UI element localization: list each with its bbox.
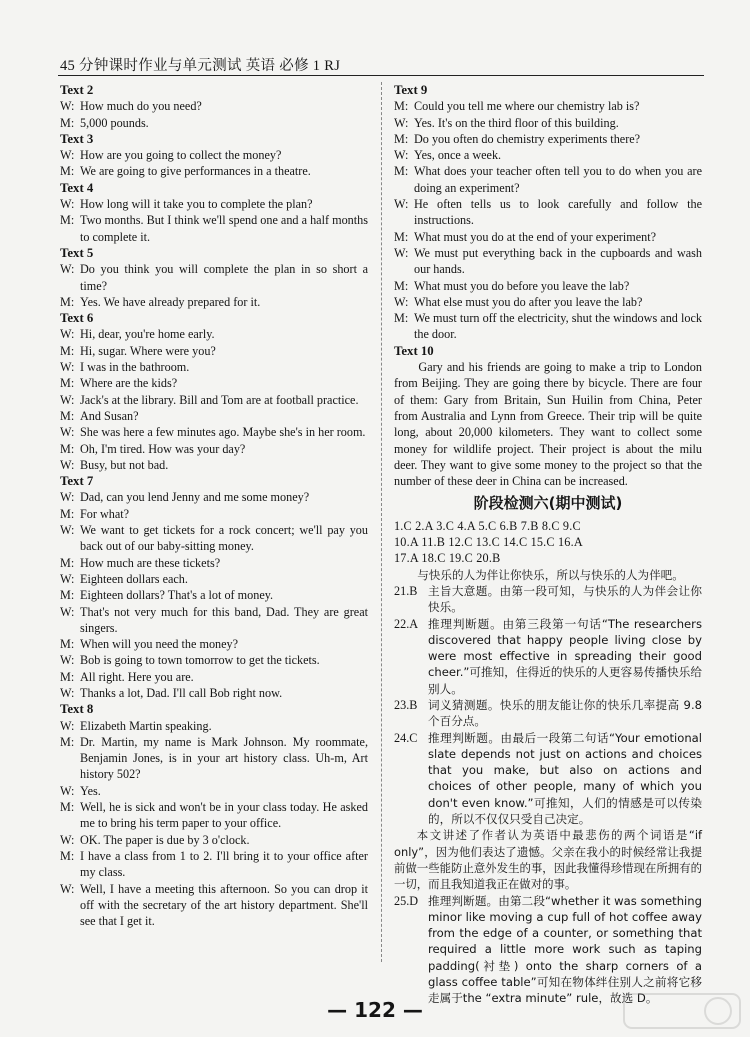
- speaker-label: M:: [60, 848, 75, 863]
- dialogue-line: [60, 522, 368, 555]
- dialogue-text: What must you do before you leave the lab?: [414, 278, 630, 293]
- dialogue-line: [60, 147, 368, 163]
- dialogue-text: How much do you need?: [80, 99, 202, 114]
- text9-dialogue: [394, 82, 702, 359]
- section-title: Text 6: [60, 311, 94, 326]
- item-text: 词义猜测题。快乐的朋友能让你的快乐几率提高 9.8 个百分点。: [428, 697, 702, 729]
- page-number: — 122 —: [327, 998, 423, 1022]
- dialogue-text: Jack's at the library. Bill and Tom are at football practice.: [80, 392, 359, 407]
- speaker-label: W:: [60, 99, 75, 114]
- section-title: Text 4: [60, 180, 94, 195]
- dialogue-text: How long will it take you to complete the plan?: [80, 197, 313, 212]
- item-text: 推理判断题。由最后一段第二句话“Your emotional slate depends not just on actions and choices that you make, but also on actions and choices of other people, many of which you don't even know.”可推知，人们的情感是可以传染的，所以不仅仅只受自己决定。: [428, 730, 702, 827]
- dialogue-text: What must you do at the end of your experiment?: [414, 229, 656, 244]
- right-column: [394, 82, 702, 1007]
- speaker-label: M:: [60, 408, 75, 423]
- dialogue-line: [60, 881, 368, 930]
- speaker-label: W:: [60, 832, 75, 847]
- text10-passage: Gary and his friends are going to make a trip to London from Beijing. They are going there by bicycle. There are four of them: Gary from Britain, Sun Huilin from China, Peter from Australia and Lynn from Greece. Their trip will be quite long, about 20,000 kilometers. They want to collect some money for wildlife project. Their project is about the milu deer. They want to give some money to the project so that the number of these deer in China can be increased.: [394, 360, 702, 489]
- dialogue-text: Dr. Martin, my name is Mark Johnson. My roommate, Benjamin Jones, is in your art history class. Uh-m, Art history 502?: [80, 734, 368, 782]
- item-number: 25.D: [394, 893, 419, 908]
- dialogue-text: Hi, sugar. Where were you?: [80, 343, 216, 358]
- speaker-label: M:: [60, 506, 75, 521]
- speaker-label: M:: [394, 131, 409, 146]
- dialogue-line: [394, 278, 702, 294]
- answer-row: 1.C 2.A 3.C 4.A 5.C 6.B 7.B 8.C 9.C: [394, 518, 581, 533]
- dialogue-line: [60, 212, 368, 245]
- section-title: Text 7: [60, 474, 94, 489]
- dialogue-text: We want to get tickets for a rock concert; we'll pay you back out of our baby-sitting money.: [80, 523, 368, 554]
- speaker-label: W:: [60, 327, 75, 342]
- dialogue-line: [60, 261, 368, 294]
- speaker-label: M:: [60, 441, 75, 456]
- speaker-label: W:: [60, 718, 75, 733]
- dialogue-line: [60, 669, 368, 685]
- speaker-label: M:: [60, 376, 75, 391]
- dialogue-line: [60, 343, 368, 359]
- speaker-label: M:: [60, 343, 75, 358]
- dialogue-text: Thanks a lot, Dad. I'll call Bob right now.: [80, 685, 283, 700]
- dialogue-line: [60, 294, 368, 310]
- dialogue-text: He often tells us to look carefully and follow the instructions.: [414, 197, 702, 228]
- speaker-label: W:: [60, 783, 75, 798]
- dialogue-text: Oh, I'm tired. How was your day?: [80, 441, 246, 456]
- item-text: 推理判断题。由第三段第一句话“The researchers discovered that happy people living close by were most effective in spreading their good cheer.”可推知，住得近的快乐的人更容易传播快乐给别人。: [428, 616, 702, 696]
- dialogue-text: Hi, dear, you're home early.: [80, 327, 215, 342]
- dialogue-line: [60, 424, 368, 440]
- dialogue-text: Do you think you will complete the plan in so short a time?: [80, 262, 368, 293]
- dialogue-line: [60, 652, 368, 668]
- speaker-label: W:: [60, 457, 75, 472]
- dialogue-line: [60, 489, 368, 505]
- explanation-item: [394, 730, 702, 828]
- dialogue-text: I have a class from 1 to 2. I'll bring it to your office after my class.: [80, 848, 368, 880]
- section-title: Text 3: [60, 131, 94, 146]
- speaker-label: M:: [60, 800, 75, 815]
- dialogue-line: [60, 799, 368, 832]
- dialogue-text: Elizabeth Martin speaking.: [80, 718, 212, 733]
- dialogue-text: OK. The paper is due by 3 o'clock.: [80, 832, 250, 847]
- speaker-label: M:: [394, 99, 409, 114]
- dialogue-text: Yes. It's on the third floor of this building.: [414, 115, 619, 130]
- section-title: Text 10: [394, 343, 434, 358]
- dialogue-text: All right. Here you are.: [80, 669, 194, 684]
- speaker-label: M:: [60, 164, 75, 179]
- speaker-label: W:: [60, 197, 75, 212]
- speaker-label: W:: [60, 262, 75, 277]
- dialogue-text: Yes, once a week.: [414, 148, 502, 163]
- dialogue-line: [60, 196, 368, 212]
- speaker-label: M:: [60, 294, 75, 309]
- dialogue-text: Well, he is sick and won't be in your class today. He asked me to bring his term paper to your office.: [80, 800, 368, 831]
- dialogue-line: [60, 555, 368, 571]
- dialogue-line: [60, 783, 368, 799]
- speaker-label: W:: [60, 490, 75, 505]
- dialogue-text: Eighteen dollars each.: [80, 571, 188, 586]
- dialogue-line: [60, 636, 368, 652]
- speaker-label: M:: [394, 311, 409, 326]
- speaker-label: W:: [60, 523, 75, 538]
- dialogue-text: How much are these tickets?: [80, 555, 221, 570]
- speaker-label: W:: [394, 148, 409, 163]
- dialogue-line: [60, 375, 368, 391]
- dialogue-text: Yes. We have already prepared for it.: [80, 294, 261, 309]
- exam-title: 阶段检测六(期中测试): [473, 494, 623, 513]
- dialogue-line: [394, 147, 702, 163]
- speaker-label: M:: [60, 734, 75, 749]
- dialogue-text: Two months. But I think we'll spend one and a half months to complete it.: [80, 213, 368, 244]
- explanation-item: [394, 583, 702, 616]
- dialogue-line: [60, 392, 368, 408]
- speaker-label: W:: [60, 604, 75, 619]
- dialogue-line: [60, 457, 368, 473]
- dialogue-line: [60, 326, 368, 342]
- answer-row: 10.A 11.B 12.C 13.C 14.C 15.C 16.A: [394, 535, 583, 550]
- section-title: Text 8: [60, 702, 94, 717]
- dialogue-text: What does your teacher often tell you to do when you are doing an experiment?: [414, 164, 702, 195]
- dialogue-text: Dad, can you lend Jenny and me some money?: [80, 490, 310, 505]
- speaker-label: M:: [60, 669, 75, 684]
- item-number: 23.B: [394, 697, 418, 712]
- dialogue-text: Busy, but not bad.: [80, 457, 169, 472]
- dialogue-text: Where are the kids?: [80, 376, 178, 391]
- answer-row: 17.A 18.C 19.C 20.B: [394, 551, 501, 566]
- speaker-label: W:: [60, 685, 75, 700]
- speaker-label: M:: [60, 213, 75, 228]
- speaker-label: M:: [394, 278, 409, 293]
- dialogue-text: 5,000 pounds.: [80, 115, 149, 130]
- header-title: 45 分钟课时作业与单元测试 英语 必修 1 RJ: [60, 58, 341, 74]
- explanation-item: [394, 697, 702, 730]
- dialogue-text: For what?: [80, 506, 130, 521]
- dialogue-text: I was in the bathroom.: [80, 360, 190, 375]
- dialogue-line: [60, 98, 368, 114]
- explanation-item: [394, 616, 702, 697]
- speaker-label: W:: [60, 571, 75, 586]
- speaker-label: W:: [394, 294, 409, 309]
- speaker-label: W:: [60, 392, 75, 407]
- dialogue-text: We are going to give performances in a theatre.: [80, 164, 311, 179]
- theme-line: 与快乐的人为伴让你快乐，所以与快乐的人为伴吧。: [417, 567, 684, 582]
- dialogue-text: Eighteen dollars? That's a lot of money.: [80, 588, 274, 603]
- speaker-label: W:: [394, 115, 409, 130]
- section-title: Text 5: [60, 245, 94, 260]
- dialogue-text: And Susan?: [80, 408, 139, 423]
- dialogue-line: [60, 506, 368, 522]
- speaker-label: W:: [60, 881, 75, 896]
- dialogue-line: [394, 245, 702, 278]
- dialogue-text: Could you tell me where our chemistry lab is?: [414, 99, 640, 114]
- header-rule: [58, 75, 704, 76]
- speaker-label: W:: [60, 148, 75, 163]
- speaker-label: W:: [394, 245, 409, 260]
- dialogue-text: That's not very much for this band, Dad. They are great singers.: [80, 604, 368, 635]
- passage-summary: 本文讲述了作者认为英语中最悲伤的两个词语是“if only”，因为他们表达了遗憾。父亲在我小的时候经常让我提前做一些能防止意外发生的事，因此我懂得珍惜现在所拥有的一切，而且我知道我正在做对的事。: [394, 828, 702, 892]
- dialogue-text: Do you often do chemistry experiments there?: [414, 131, 641, 146]
- section-title: Text 9: [394, 83, 428, 97]
- dialogue-line: [394, 115, 702, 131]
- dialogue-text: She was here a few minutes ago. Maybe she's in her room.: [80, 425, 366, 440]
- dialogue-line: [60, 408, 368, 424]
- item-text: 主旨大意题。由第一段可知，与快乐的人为伴会让你快乐。: [428, 583, 702, 615]
- dialogue-line: [60, 359, 368, 375]
- left-column: [60, 82, 368, 929]
- dialogue-line: [60, 604, 368, 637]
- dialogue-line: [394, 131, 702, 147]
- speaker-label: W:: [60, 653, 75, 668]
- item-text: 推理判断题。由第二段“whether it was something minor like moving a cup full of hot coffee away from the edge of a counter, or something that required a little more work such as taping padding(衬垫) onto the sharp corners of a glass coffee table”可知在物体绊住别人之前将它移走属于the “extra minute” rule，故选 D。: [428, 893, 702, 1006]
- dialogue-line: [60, 587, 368, 603]
- speaker-label: M:: [60, 555, 75, 570]
- dialogue-line: [394, 310, 702, 343]
- item-number: 21.B: [394, 583, 418, 598]
- section-title: Text 2: [60, 83, 94, 97]
- item-number: 22.A: [394, 616, 419, 631]
- speaker-label: M:: [60, 637, 75, 652]
- speaker-label: W:: [394, 197, 409, 212]
- dialogue-text: How are you going to collect the money?: [80, 148, 282, 163]
- speaker-label: M:: [60, 588, 75, 603]
- speaker-label: M:: [394, 164, 409, 179]
- dialogue-line: [60, 115, 368, 131]
- dialogue-line: [394, 163, 702, 196]
- dialogue-line: [60, 832, 368, 848]
- speaker-label: W:: [60, 360, 75, 375]
- dialogue-line: [394, 294, 702, 310]
- dialogue-line: [394, 229, 702, 245]
- dialogue-line: [394, 196, 702, 229]
- dialogue-line: [60, 441, 368, 457]
- page-header: [60, 54, 700, 75]
- column-divider: [381, 82, 382, 962]
- dialogue-text: Well, I have a meeting this afternoon. So you can drop it off with the secretary of the art history department. She'll see that I get it.: [80, 881, 368, 929]
- dialogue-text: Yes.: [80, 783, 101, 798]
- explanation-items: [394, 583, 702, 827]
- speaker-label: W:: [60, 425, 75, 440]
- dialogue-line: [394, 98, 702, 114]
- dialogue-text: We must turn off the electricity, shut the windows and lock the door.: [414, 311, 702, 342]
- dialogue-line: [60, 734, 368, 783]
- dialogue-text: Bob is going to town tomorrow to get the tickets.: [80, 653, 320, 668]
- dialogue-line: [60, 163, 368, 179]
- dialogue-line: [60, 685, 368, 701]
- dialogue-text: When will you need the money?: [80, 637, 239, 652]
- dialogue-line: [60, 718, 368, 734]
- dialogue-line: [60, 848, 368, 881]
- item-number: 24.C: [394, 730, 418, 745]
- watermark-logo: [622, 990, 742, 1032]
- dialogue-text: We must put everything back in the cupboards and wash our hands.: [414, 245, 702, 277]
- speaker-label: M:: [394, 229, 409, 244]
- speaker-label: M:: [60, 115, 75, 130]
- dialogue-line: [60, 571, 368, 587]
- dialogue-text: What else must you do after you leave the lab?: [414, 294, 643, 309]
